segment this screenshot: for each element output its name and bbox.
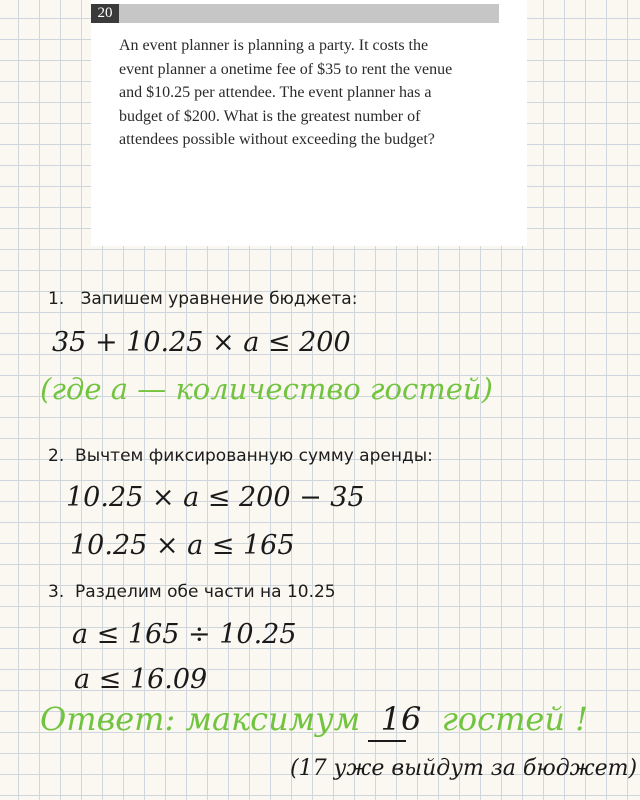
- problem-text: [119, 34, 514, 152]
- problem-line: attendees possible without exceeding the budget?: [119, 131, 435, 148]
- problem-line: budget of $200. What is the greatest number of: [119, 107, 421, 125]
- step-2-heading: [48, 446, 433, 466]
- variable-note: (где a — количество гостей): [40, 372, 493, 406]
- answer-suffix: гостей !: [441, 700, 588, 738]
- step-2-title: Вычтем фиксированную сумму аренды:: [75, 446, 433, 466]
- problem-card: [91, 0, 527, 246]
- problem-line: and $10.25 per attendee. The event planner has a: [119, 84, 432, 101]
- equation-divide: a ≤ 165 ÷ 10.25: [72, 619, 297, 650]
- answer-prefix: Ответ: максимум: [40, 700, 361, 738]
- step-3-title: Разделим обе части на 10.25: [75, 582, 336, 602]
- equation-budget: 35 + 10.25 × a ≤ 200: [52, 327, 351, 358]
- problem-line: event planner a onetime fee of $35 to rent the venue: [119, 60, 453, 78]
- step-2-number: 2.: [48, 446, 65, 466]
- equation-result: a ≤ 16.09: [74, 664, 208, 695]
- step-3-heading: [48, 582, 336, 602]
- step-3-number: 3.: [48, 582, 65, 602]
- equation-simplified: 10.25 × a ≤ 165: [70, 530, 295, 561]
- answer-note: (17 уже выйдут за бюджет): [290, 756, 638, 781]
- answer-value: 16: [380, 700, 422, 738]
- problem-header-bar: [91, 4, 499, 23]
- step-1-heading: [48, 289, 357, 309]
- equation-subtract: 10.25 × a ≤ 200 − 35: [66, 482, 365, 513]
- problem-line: An event planner is planning a party. It costs the: [119, 37, 429, 54]
- step-1-number: 1.: [48, 289, 65, 309]
- step-1-title: Запишем уравнение бюджета:: [80, 289, 358, 309]
- answer-underline: [368, 740, 406, 742]
- question-number: 20: [91, 4, 119, 23]
- answer-line: [40, 700, 588, 738]
